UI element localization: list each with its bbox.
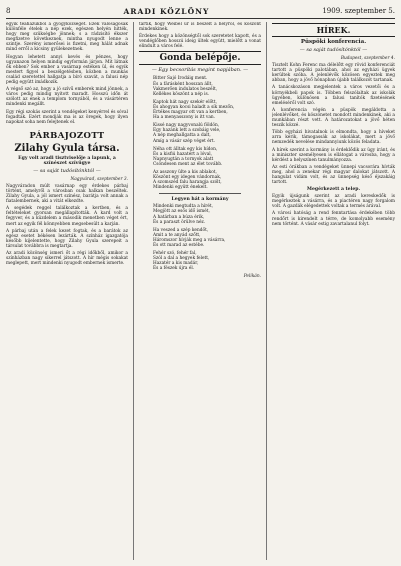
news-paragraph: A konferencia végén a püspök megáldotta a jelenlévőket, és köszönetet mondott mindenkinek, aki a munkában részt vett. A határozatokat a jövő héten teszik közzé. bbox=[272, 107, 395, 129]
article-paragraph: Az aradi közönség ismeri őt a régi időkből, amikor a színházban nagy sikerrel játszott. A hír mégis sokakat meglepett, mert mindenki nyugodt embernek ismerte. bbox=[6, 251, 128, 267]
poem-stanza: Az asszony ülte a kis ablakot, Köszönt egy idegen vándornak, A szomszéd falu harangja szólt, Mindenki együtt énekelt. bbox=[153, 169, 222, 191]
section-divider bbox=[159, 193, 241, 194]
news-paragraph: Egyik újságunk szerint az aradi kereskedők is megérkeztek a vásárra, és a piactéren nagy forgalom volt. A gazdák elégedettek voltak a termés árával. bbox=[272, 194, 395, 210]
article-dateline: Nagyvárad, szeptember 3. bbox=[70, 176, 128, 182]
poem-stanza: Néha ott álltak egy kis hídon, És a kisfiú hazatért a lóval, Napnyugtán a tornyok alatt Csöndesen ment az élet tovább. bbox=[153, 146, 223, 167]
news-paragraph: A hírek szerint a kormány is érdeklődik az ügy iránt, és a miniszter személyesen is ellátogat a városba, hogy a kérdést a helyszínen tanulmányozza. bbox=[272, 147, 395, 163]
article-paragraph: egyik teaházukból a gyógyközséget. Ezek valóságosak különféle ételek a nép ezek, egészen helyén hitték, hogy meg szükségbe jönnek; s a rádzisító ékszer megfizetve következnek, mintha nyugodt lenne a szintje. Szerény ismerősei is fizetni, meg hálát adnak mind erről a kicsiny gyülekezetnek. bbox=[6, 22, 128, 53]
page-header bbox=[6, 4, 395, 19]
news-paragraph: Több egyházi hivatalnok is elmondta, hogy a híveket arra kérik, támogassák az iskolákat, mert a jövő nemzedék nevelése mindannyiunk közös feladata. bbox=[272, 130, 395, 146]
news-paragraph: A tanácskozáson megjelentek a város vezetői és a környékbeli papok is. Többen felszólaltak az iskolák ügyében, különösen a falusi tanítók fizetésének emeléséről volt szó. bbox=[272, 85, 395, 106]
news-paragraph: Az esti órákban a vendégeket ünnepi vacsorára hívták meg, ahol a zenekar régi magyar dalokat játszott. A hangulat vidám volt, és az ünnepség késő éjszakáig tartott. bbox=[272, 164, 395, 186]
article-headline: PÁRBAJOZOTT bbox=[29, 130, 105, 141]
poem-stanza: Kaptok hát nagy szekér előtt, És ahogyan kocsi haladt a sík mezőn, Értékes magyar ott van a kertben, Ha a menyasszony is itt van. bbox=[153, 99, 235, 121]
newspaper-title: ARADI KÖZLÖNY bbox=[123, 6, 210, 16]
article-paragraph: tartik, hogy Weibel úr is beszélt a helyről, és köszönt mindenkinek. bbox=[139, 22, 261, 33]
article-paragraph: Hogyan lehetett annyi kevés és pénzes, hogy ugyanazon helyen mindig egyformán járjon. Mit látnak ők ebben? Sok ember a vasárnap estéken ül, és egyik mestert figyel a beszélgetésben, közben a munkás család szeretettel hallgatja a bíró szavát, a falusi nép pedig együtt imádkozik. bbox=[6, 54, 128, 86]
column-2 bbox=[139, 22, 261, 560]
article-subheadline: Zilahy Gyula társa. bbox=[14, 142, 120, 154]
poem-title: Gonda belépője. bbox=[139, 51, 261, 65]
column-rule bbox=[133, 22, 134, 560]
article-lead: Egy volt aradi tisztviselője a lapunk, a színészet szívügye bbox=[18, 155, 116, 166]
article-paragraph: Érdekes hogy a közönségtől sok szeretetet kapott, és a vendéglőben hosszú ideig ültek együtt, mielőtt a vonat elindult a város felé. bbox=[139, 34, 261, 50]
issue-date: 1909. szeptember 5. bbox=[322, 7, 395, 15]
section-title: Legyen hát a kormány bbox=[171, 197, 229, 203]
article-paragraph: A végső szó az, hogy a jó szívű emberek mind jönnek, a város pedig mindig nyitott maradt. Hosszú időn át szólott az ének a templom tornyából, és a vásártéren mindenki megállt. bbox=[6, 87, 128, 108]
newspaper-page bbox=[6, 4, 395, 562]
poem-subtitle: — Egy becsorítás megint napjában. — bbox=[151, 67, 249, 74]
news-section-title: HÍREK. bbox=[272, 23, 395, 37]
poem-stanza: Ha veszed a szép kendőt, Amit a te anyád szőtt, Háromszor hívják meg a vásárra, És ott marad az estébe. bbox=[153, 227, 226, 248]
news-dateline: Budapest, szeptember 4. bbox=[340, 56, 395, 61]
article-paragraph: A segédek reggel találkoztak a kertben, és a feltételeket gyorsan megállapították. A kard volt a fegyver, és a küzdelem a második menetben véget ért, mert az egyik fél könnyebben megsebesült a karján. bbox=[6, 206, 128, 227]
poem-stanza: Mindenki megtudta a hírét, Megjött az esős idő ismét, A határban a búza érik, És a paraszt örülve néz. bbox=[153, 204, 213, 225]
column-rule bbox=[266, 22, 267, 560]
column-3 bbox=[272, 22, 395, 560]
article-paragraph: Nagyváradon múlt vasárnap egy érdekes párbaj történt, amelyről a városban csak halkan beszéltek. Zilahy Gyula, a jól ismert színész, barátja volt annak a fiatalembernek, aki a vitát elkezdte. bbox=[6, 183, 128, 205]
news-item-title: Megérkezett a telep. bbox=[306, 187, 361, 193]
column-1 bbox=[6, 22, 128, 560]
article-paragraph: A párbaj után a felek kezet fogtak, és a barátok az egész esetet békésen lezárták. A színház igazgatója később kijelentette, hogy Zilahy Gyula szerepeit a társulat továbbra is megtartja. bbox=[6, 228, 128, 249]
news-byline: — sa saját tudósítónktól — bbox=[299, 47, 368, 53]
article-byline: — sa saját tudósítónktól — bbox=[33, 167, 101, 174]
poem-stanza: Kissé nagy nagyvonalú földön, Egy hazánk lett a szobáig vele, A nép meghallgatta a dalt, Amíg a vásár szép véget ért. bbox=[153, 123, 221, 144]
page-number: 8 bbox=[6, 7, 11, 15]
news-paragraph: Tisztelt Kohn Ferenc ma délelőtt egy rövid konferenciát tartott a püspöki palotában, ahol az egyházi ügyek kerültek szóba. A jelenlévők közösen egyeztek meg abban, hogy a jövő hónapban újabb találkozót tartanak. bbox=[272, 63, 395, 84]
poem-stanza: Fehér szó, fehér fal, Szól a dal a hegyek felett, Hazatér a kis madár, És a fészek újra él. bbox=[153, 251, 210, 272]
poem-signature: Pelikán. bbox=[243, 274, 261, 280]
poem-stanza: Bitter Sajó Irodáig ment. És a fárásként hosszan állt, Vakmerően indulatos beszélt, Kellékes köszönt a nép is. bbox=[153, 76, 218, 97]
news-paragraph: A városi hatóság a rend fenntartása érdekében több rendőrt is kirendelt a térre, de komolyabb esemény nem történt. A vásár estig zavartalanul folyt. bbox=[272, 211, 395, 227]
news-headline: Püspöki konferencia. bbox=[300, 39, 367, 45]
article-paragraph: Egy régi szokás szerint a vendégeket kenyérrel és sóval fogadták. Ezért mondják ma is az öregek, hogy ilyen napokat soha nem felejtenek el. bbox=[6, 109, 128, 125]
